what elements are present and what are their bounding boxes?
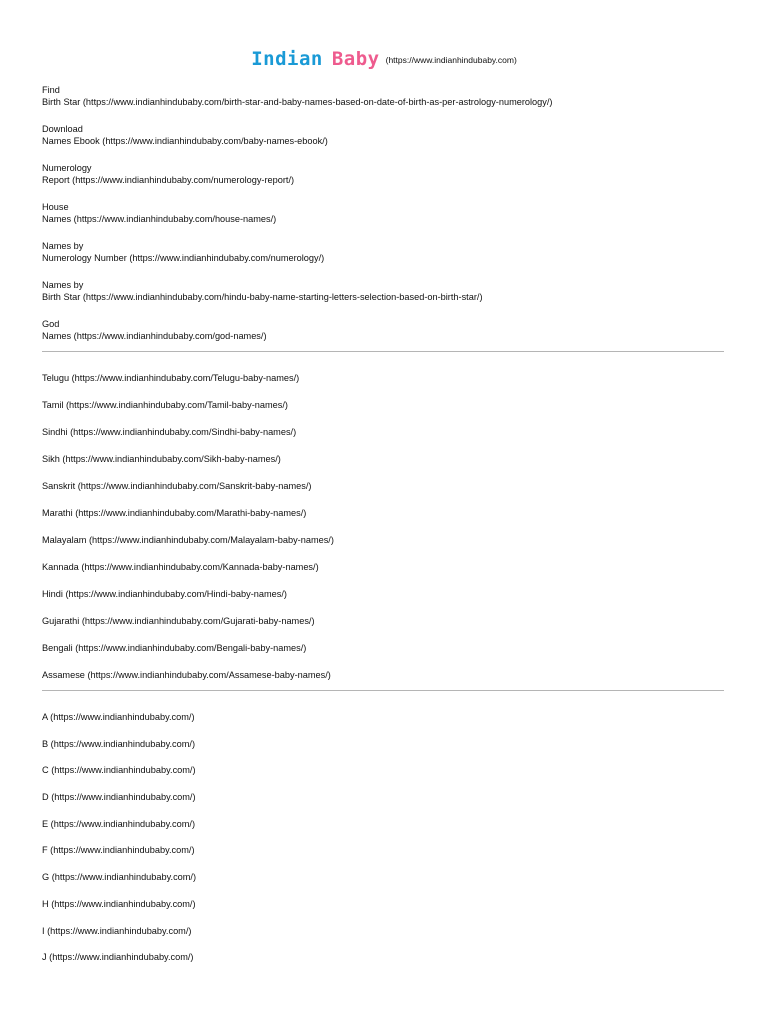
language-link-tamil[interactable]: Tamil (https://www.indianhindubaby.com/Tamil-baby-names/)	[42, 400, 288, 410]
letter-link-a[interactable]: A (https://www.indianhindubaby.com/)	[42, 712, 195, 722]
language-link-gujarathi[interactable]: Gujarathi (https://www.indianhindubaby.com/Gujarati-baby-names/)	[42, 616, 315, 626]
tool-link-line1: God	[42, 319, 60, 329]
section-divider	[42, 351, 724, 352]
tool-link-line2: Names (https://www.indianhindubaby.com/god-names/)	[42, 331, 267, 341]
letter-link-g[interactable]: G (https://www.indianhindubaby.com/)	[42, 872, 197, 883]
letter-link-h[interactable]: H (https://www.indianhindubaby.com/)	[42, 898, 196, 909]
site-logo[interactable]	[251, 48, 379, 70]
tool-link-find-birth-star[interactable]	[42, 84, 732, 108]
tool-link-download-ebook[interactable]	[42, 123, 732, 147]
tool-link-line2: Numerology Number (https://www.indianhindubaby.com/numerology/)	[42, 253, 325, 263]
language-link-sindhi[interactable]: Sindhi (https://www.indianhindubaby.com/Sindhi-baby-names/)	[42, 427, 297, 437]
language-link-sikh[interactable]: Sikh (https://www.indianhindubaby.com/Sikh-baby-names/)	[42, 454, 281, 464]
letter-link-i[interactable]: I (https://www.indianhindubaby.com/)	[42, 925, 192, 936]
language-link-kannada[interactable]: Kannada (https://www.indianhindubaby.com/Kannada-baby-names/)	[42, 562, 319, 572]
letter-link-b[interactable]: B (https://www.indianhindubaby.com/)	[42, 738, 196, 749]
letter-link-j[interactable]: J (https://www.indianhindubaby.com/)	[42, 952, 194, 963]
tool-link-line1: Find	[42, 85, 60, 95]
tool-link-names-by-numerology[interactable]	[42, 240, 732, 264]
header-site-url-link[interactable]: (https://www.indianhindubaby.com)	[385, 55, 517, 65]
letter-link-f[interactable]: F (https://www.indianhindubaby.com/)	[42, 845, 195, 856]
tool-link-numerology-report[interactable]	[42, 162, 732, 186]
tool-link-line1: Names by	[42, 241, 84, 251]
tool-link-house-names[interactable]	[42, 201, 732, 225]
letter-link-e[interactable]: E (https://www.indianhindubaby.com/)	[42, 818, 196, 829]
tool-link-line2: Names (https://www.indianhindubaby.com/house-names/)	[42, 214, 277, 224]
tool-link-god-names[interactable]	[42, 318, 732, 342]
logo-word-indian: Indian	[251, 48, 323, 70]
letter-links-list	[42, 711, 196, 978]
letter-link-c[interactable]: C (https://www.indianhindubaby.com/)	[42, 765, 196, 776]
language-link-sanskrit[interactable]: Sanskrit (https://www.indianhindubaby.com/Sanskrit-baby-names/)	[42, 481, 312, 491]
tool-link-line2: Birth Star (https://www.indianhindubaby.com/hindu-baby-name-starting-letters-selection-based-on-birth-star/)	[42, 292, 483, 302]
letter-link-d[interactable]: D (https://www.indianhindubaby.com/)	[42, 792, 196, 803]
language-links-list	[42, 372, 334, 696]
tool-link-line1: Names by	[42, 280, 84, 290]
page-header	[0, 44, 768, 74]
tool-link-line1: Download	[42, 124, 83, 134]
tool-link-line2: Birth Star (https://www.indianhindubaby.com/birth-star-and-baby-names-based-on-date-of-birth-as-per-astrology-numerology/)	[42, 97, 553, 107]
tool-link-line1: House	[42, 202, 69, 212]
tool-link-names-by-birth-star[interactable]	[42, 279, 732, 303]
language-link-assamese[interactable]: Assamese (https://www.indianhindubaby.com/Assamese-baby-names/)	[42, 670, 331, 680]
language-link-hindi[interactable]: Hindi (https://www.indianhindubaby.com/Hindi-baby-names/)	[42, 589, 287, 599]
section-divider	[42, 690, 724, 691]
tool-link-line2: Report (https://www.indianhindubaby.com/numerology-report/)	[42, 175, 295, 185]
tools-list	[42, 84, 732, 342]
language-link-bengali[interactable]: Bengali (https://www.indianhindubaby.com/Bengali-baby-names/)	[42, 643, 307, 653]
language-link-marathi[interactable]: Marathi (https://www.indianhindubaby.com/Marathi-baby-names/)	[42, 508, 307, 518]
tool-link-line1: Numerology	[42, 163, 92, 173]
logo-word-baby: Baby	[331, 48, 380, 70]
language-link-telugu[interactable]: Telugu (https://www.indianhindubaby.com/Telugu-baby-names/)	[42, 373, 300, 383]
language-link-malayalam[interactable]: Malayalam (https://www.indianhindubaby.com/Malayalam-baby-names/)	[42, 535, 334, 545]
tool-link-line2: Names Ebook (https://www.indianhindubaby.com/baby-names-ebook/)	[42, 136, 328, 146]
